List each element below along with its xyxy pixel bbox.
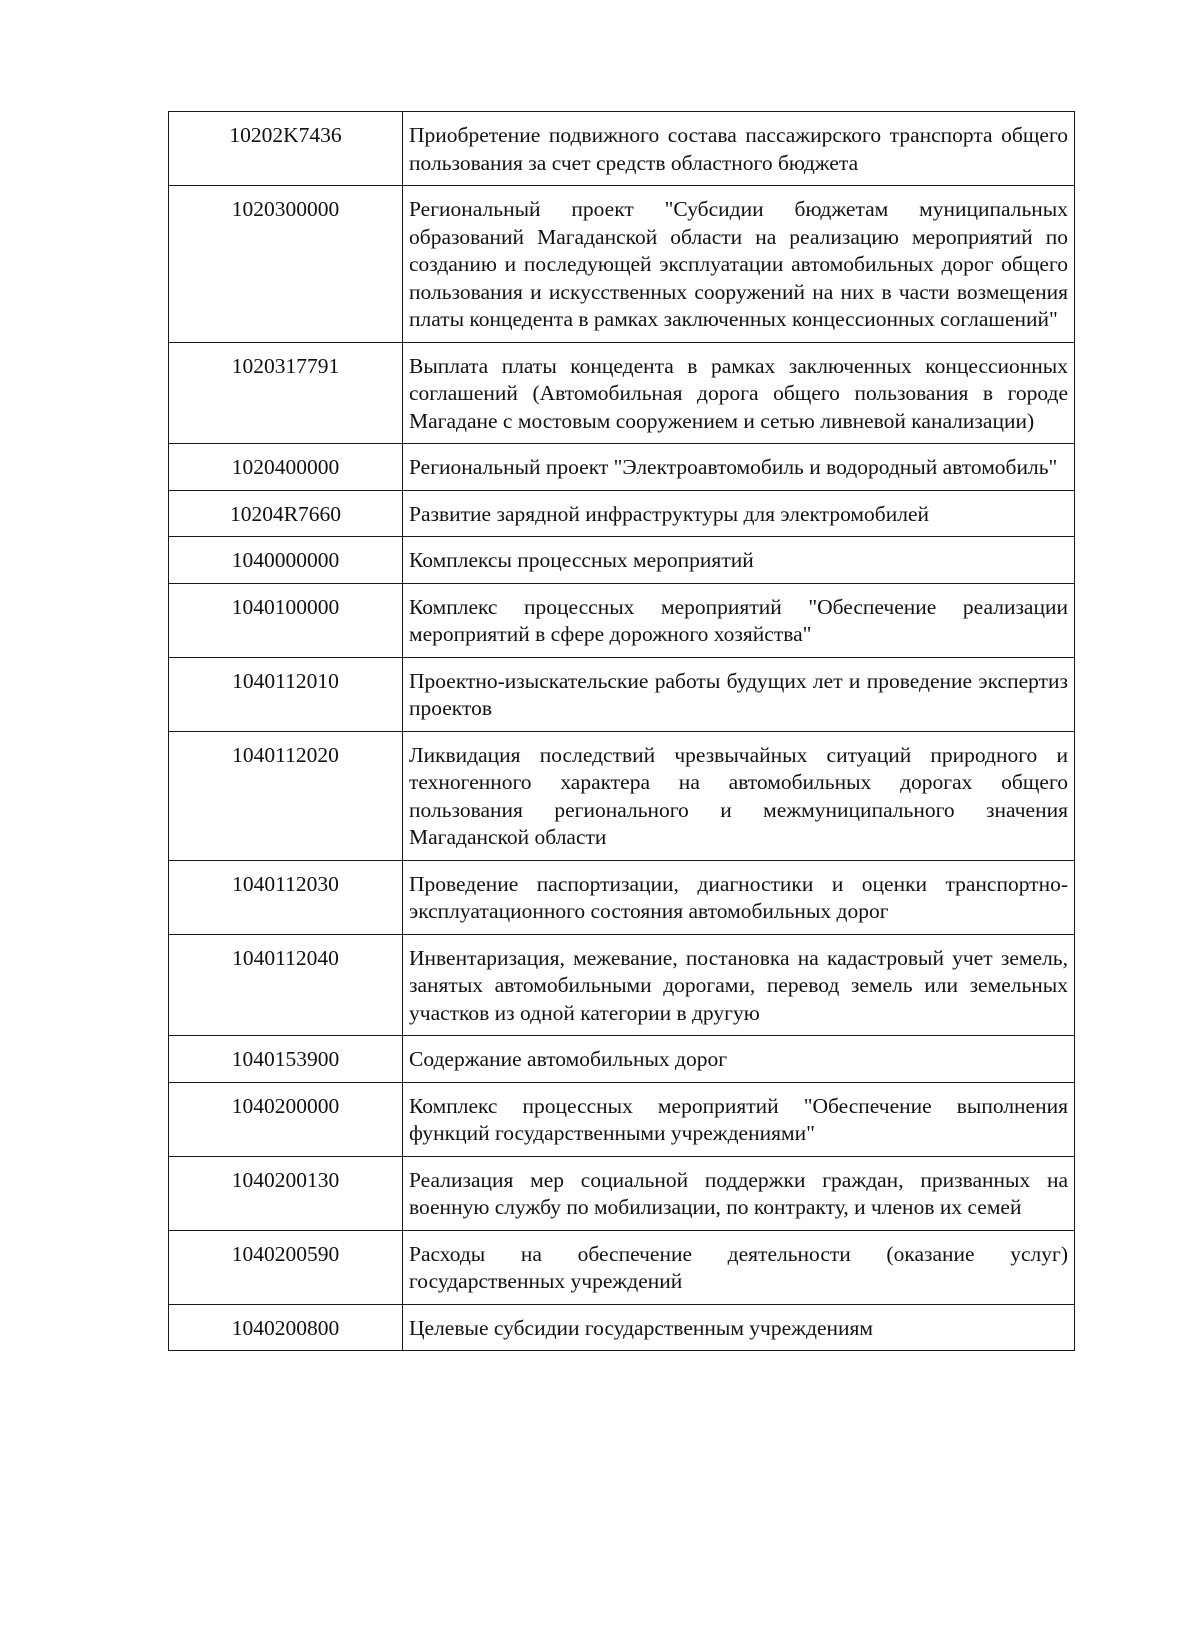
row-code: 1040112010 xyxy=(169,657,403,731)
table-row xyxy=(169,1230,1075,1304)
row-code: 1040112020 xyxy=(169,731,403,860)
table-row xyxy=(169,1082,1075,1156)
row-code: 1040100000 xyxy=(169,583,403,657)
row-name: Комплекс процессных мероприятий "Обеспечение реализации мероприятий в сфере дорожного хозяйства" xyxy=(403,583,1075,657)
table-row xyxy=(169,1304,1075,1351)
table-row xyxy=(169,731,1075,860)
table-row xyxy=(169,537,1075,584)
table-row xyxy=(169,112,1075,186)
table-row xyxy=(169,490,1075,537)
row-code: 1040112030 xyxy=(169,860,403,934)
row-name: Инвентаризация, межевание, постановка на кадастровый учет земель, занятых автомобильными дорогами, перевод земель или земельных участков из одной категории в другую xyxy=(403,934,1075,1036)
table-row xyxy=(169,1156,1075,1230)
row-name: Содержание автомобильных дорог xyxy=(403,1036,1075,1083)
row-name: Расходы на обеспечение деятельности (оказание услуг) государственных учреждений xyxy=(403,1230,1075,1304)
row-code: 1040200800 xyxy=(169,1304,403,1351)
table-row xyxy=(169,860,1075,934)
table-row xyxy=(169,934,1075,1036)
table-row xyxy=(169,1036,1075,1083)
row-code: 10202K7436 xyxy=(169,112,403,186)
row-code: 1040153900 xyxy=(169,1036,403,1083)
row-name: Ликвидация последствий чрезвычайных ситуаций природного и техногенного характера на автомобильных дорогах общего пользования регионального и межмуниципального значения Магаданской области xyxy=(403,731,1075,860)
row-name: Выплата платы концедента в рамках заключенных концессионных соглашений (Автомобильная дорога общего пользования в городе Магадане с мостовым сооружением и сетью ливневой канализации) xyxy=(403,342,1075,444)
row-name: Целевые субсидии государственным учреждениям xyxy=(403,1304,1075,1351)
row-name: Региональный проект "Электроавтомобиль и водородный автомобиль" xyxy=(403,444,1075,491)
row-name: Реализация мер социальной поддержки граждан, призванных на военную службу по мобилизации, по контракту, и членов их семей xyxy=(403,1156,1075,1230)
row-code: 1020300000 xyxy=(169,186,403,343)
row-name: Развитие зарядной инфраструктуры для электромобилей xyxy=(403,490,1075,537)
row-code: 10204R7660 xyxy=(169,490,403,537)
table-row xyxy=(169,583,1075,657)
row-code: 1020317791 xyxy=(169,342,403,444)
row-code: 1040200000 xyxy=(169,1082,403,1156)
row-code: 1040000000 xyxy=(169,537,403,584)
row-code: 1040112040 xyxy=(169,934,403,1036)
table-row xyxy=(169,186,1075,343)
row-name: Проведение паспортизации, диагностики и оценки транспортно-эксплуатационного состояния автомобильных дорог xyxy=(403,860,1075,934)
budget-code-table xyxy=(168,111,1075,1351)
row-code: 1040200130 xyxy=(169,1156,403,1230)
row-code: 1040200590 xyxy=(169,1230,403,1304)
row-name: Приобретение подвижного состава пассажирского транспорта общего пользования за счет средств областного бюджета xyxy=(403,112,1075,186)
table-row xyxy=(169,657,1075,731)
table-row xyxy=(169,444,1075,491)
row-name: Проектно-изыскательские работы будущих лет и проведение экспертиз проектов xyxy=(403,657,1075,731)
row-name: Региональный проект "Субсидии бюджетам муниципальных образований Магаданской области на реализацию мероприятий по созданию и последующей эксплуатации автомобильных дорог общего пользования и искусственных сооружений на них в части возмещения платы концедента в рамках заключенных концессионных соглашений" xyxy=(403,186,1075,343)
table-row xyxy=(169,342,1075,444)
row-name: Комплексы процессных мероприятий xyxy=(403,537,1075,584)
row-name: Комплекс процессных мероприятий "Обеспечение выполнения функций государственными учреждениями" xyxy=(403,1082,1075,1156)
row-code: 1020400000 xyxy=(169,444,403,491)
